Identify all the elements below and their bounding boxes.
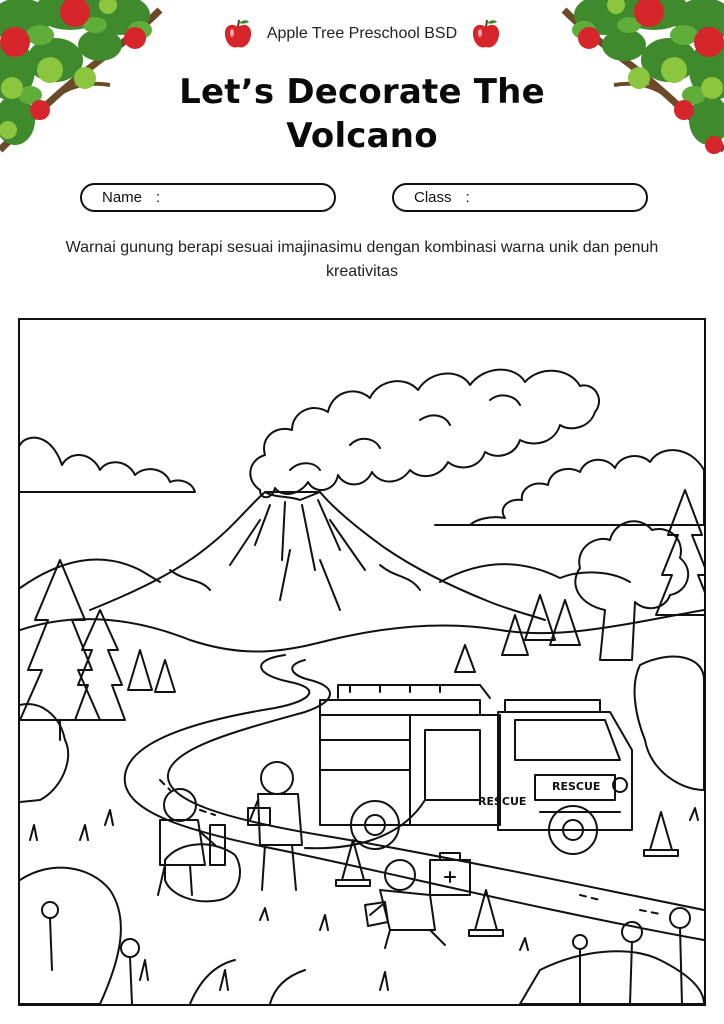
coloring-illustration <box>18 318 706 1006</box>
road <box>125 655 704 940</box>
first-aid-kit <box>430 853 470 895</box>
page-title: Let’s Decorate The Volcano <box>179 72 545 156</box>
fire-truck <box>320 685 632 854</box>
class-label: Class <box>414 189 452 206</box>
cloud-left <box>20 438 195 492</box>
volcano <box>90 492 545 620</box>
child-figure <box>158 789 225 895</box>
traffic-cone <box>644 812 678 856</box>
name-field[interactable] <box>80 183 336 212</box>
rock <box>20 704 68 802</box>
name-label: Name <box>102 189 143 206</box>
truck-front-label: RESCUE <box>552 780 601 793</box>
apple-icon <box>471 18 501 50</box>
pine-tree <box>75 610 125 720</box>
smoke-plume <box>250 370 599 498</box>
truck-side-label: RESCUE <box>478 795 527 808</box>
instruction-text: Warnai gunung berapi sesuai imajinasimu dengan kombinasi warna unik dan penuh kreativitas <box>65 239 659 280</box>
leafy-tree <box>575 521 688 660</box>
rock <box>635 657 704 790</box>
class-field[interactable] <box>392 183 648 212</box>
apple-icon <box>223 18 253 50</box>
cloud-right <box>435 450 704 525</box>
traffic-cone <box>469 890 503 936</box>
school-header <box>0 18 724 50</box>
pine-tree <box>656 490 704 615</box>
school-name: Apple Tree Preschool BSD <box>266 25 458 42</box>
child-figure <box>365 860 445 948</box>
class-separator: : <box>465 189 470 206</box>
name-separator: : <box>156 189 161 206</box>
